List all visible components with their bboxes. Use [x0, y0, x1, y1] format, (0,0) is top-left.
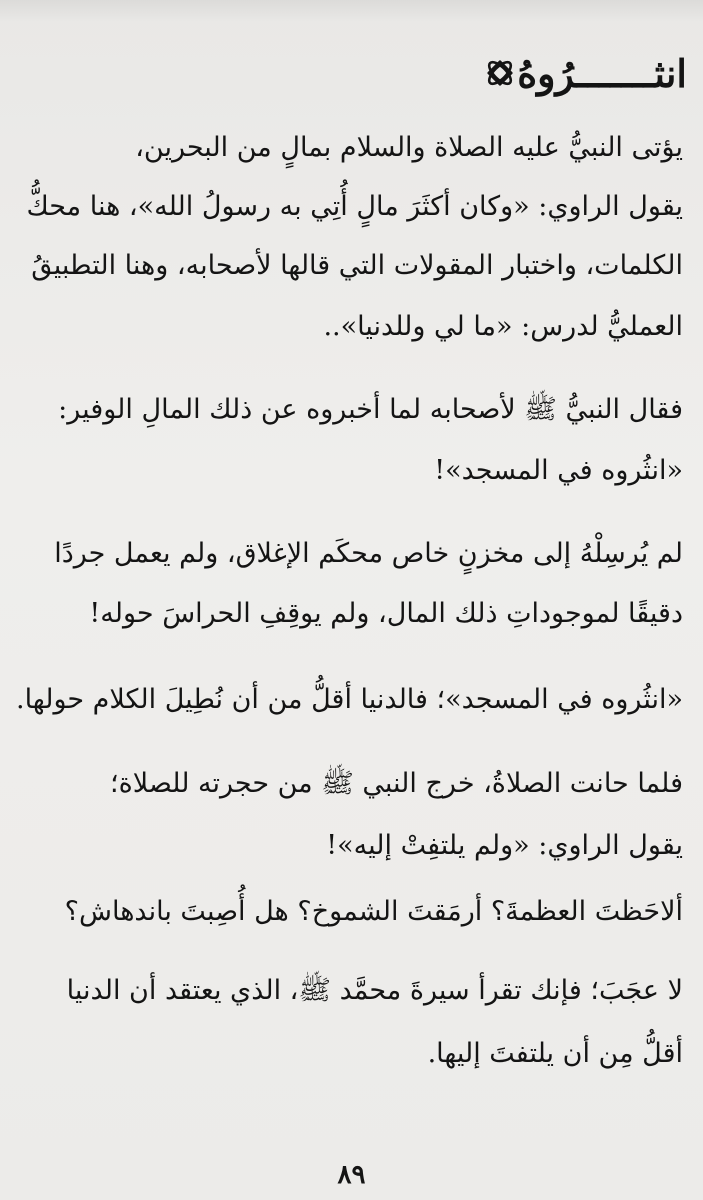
body-line: ألاحَظتَ العظمةَ؟ أرمَقتَ الشموخ؟ هل أُصِبتَ باندهاش؟	[64, 896, 683, 927]
body-line: أقلُّ مِن أن يلتفتَ إليها.	[427, 1038, 683, 1069]
body-line: «انثُروه في المسجد»؛ فالدنيا أقلُّ من أن نُطِيلَ الكلام حولها.	[15, 684, 683, 715]
section-title: انثـــــــرُوهُ	[517, 50, 687, 96]
body-line: لم يُرسِلْهُ إلى مخزنٍ خاص محكَم الإغلاق، ولم يعمل جردًا	[54, 538, 683, 569]
page-top-edge	[0, 0, 703, 22]
body-line: فقال النبيُّ ﷺ لأصحابه لما أخبروه عن ذلك المالِ الوفير:	[58, 394, 683, 425]
body-line: يقول الراوي: «وكان أكثَرَ مالٍ أُتِي به رسولُ الله»، هنا محكُّ	[26, 191, 683, 222]
body-line: العمليُّ لدرس: «ما لي وللدنيا»..	[323, 311, 683, 342]
body-line: دقيقًا لموجوداتِ ذلك المال، ولم يوقِفِ الحراسَ حوله!	[89, 598, 683, 629]
body-line: يؤتى النبيُّ عليه الصلاة والسلام بمالٍ من البحرين،	[135, 132, 683, 163]
section-heading	[475, 44, 687, 102]
body-line: لا عجَبَ؛ فإنك تقرأ سيرةَ محمَّد ﷺ، الذي يعتقد أن الدنيا	[66, 975, 683, 1006]
page-number: ٨٩	[337, 1160, 366, 1190]
body-line: يقول الراوي: «ولم يلتفِتْ إليه»!	[326, 830, 683, 861]
knot-ornament-icon	[483, 56, 517, 90]
body-line: فلما حانت الصلاةُ، خرج النبي ﷺ من حجرته للصلاة؛	[110, 768, 683, 799]
body-line: «انثُروه في المسجد»!	[434, 455, 683, 486]
body-line: الكلمات، واختبار المقولات التي قالها لأصحابه، وهنا التطبيقُ	[31, 250, 683, 281]
